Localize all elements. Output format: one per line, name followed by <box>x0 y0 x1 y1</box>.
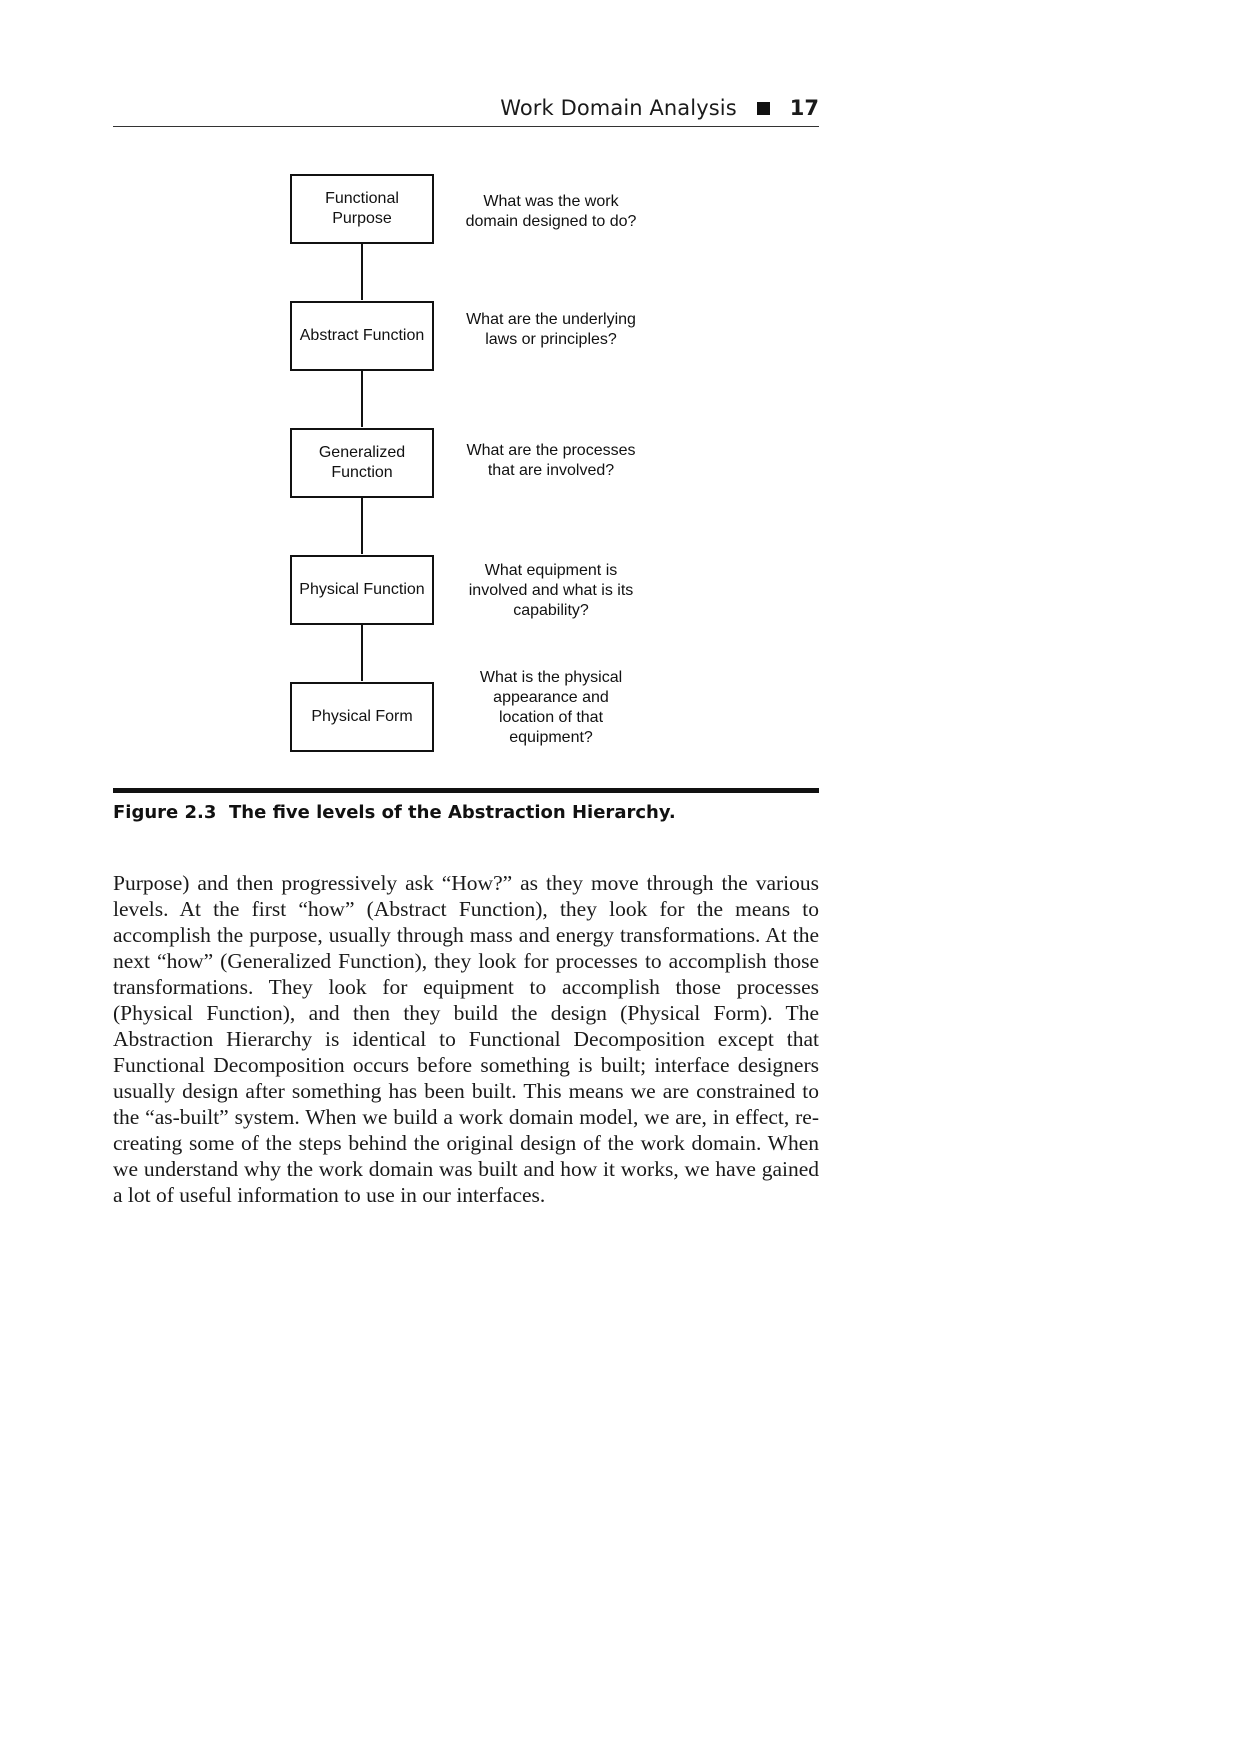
level-box-abstract-function: Abstract Function <box>290 301 434 371</box>
question-abstract-function: What are the underlying laws or principles? <box>466 311 636 348</box>
connector-line <box>361 243 363 300</box>
chapter-title: Work Domain Analysis <box>500 96 737 120</box>
connector-line <box>361 370 363 427</box>
level-box-physical-function: Physical Function <box>290 555 434 625</box>
question-physical-function: What equipment is involved and what is its capability? <box>468 562 634 619</box>
page-number: 17 <box>789 96 819 120</box>
connector-line <box>361 624 363 681</box>
body-paragraph: Purpose) and then progressively ask “How?” as they move through the various levels. At the first “how” (Abstract Function), they look for the means to accomplish the purpose, usually through mass and energy transformations. At the next “how” (Generalized Function), they look for processes to accomplish those transformations. They look for equipment to accomplish those processes (Physical Function), and then they build the design (Physical Form). The Abstraction Hierarchy is identical to Functional Decomposition except that Functional Decomposition occurs before something is built; interface designers usually design after something has been built. This means we are constrained to the “as-built” system. When we build a work domain model, we are, in effect, re-creating some of the steps behind the original design of the work domain. When we understand why the work domain was built and how it works, we have gained a lot of useful information to use in our interfaces. <box>113 871 819 1207</box>
level-box-generalized-function: Generalized Function <box>290 428 434 498</box>
figure-caption-text: The five levels of the Abstraction Hierarchy. <box>229 802 676 823</box>
figure-caption <box>113 802 676 823</box>
question-generalized-function: What are the processes that are involved? <box>466 442 636 479</box>
level-box-functional-purpose: Functional Purpose <box>290 174 434 244</box>
figure-number: Figure 2.3 <box>113 802 217 823</box>
figure-rule <box>113 788 819 793</box>
abstraction-hierarchy-diagram <box>0 0 1245 800</box>
level-box-physical-form: Physical Form <box>290 682 434 752</box>
question-functional-purpose: What was the work domain designed to do? <box>465 193 637 230</box>
connector-line <box>361 497 363 554</box>
question-physical-form: What is the physical appearance and location of that equipment? <box>479 669 623 746</box>
